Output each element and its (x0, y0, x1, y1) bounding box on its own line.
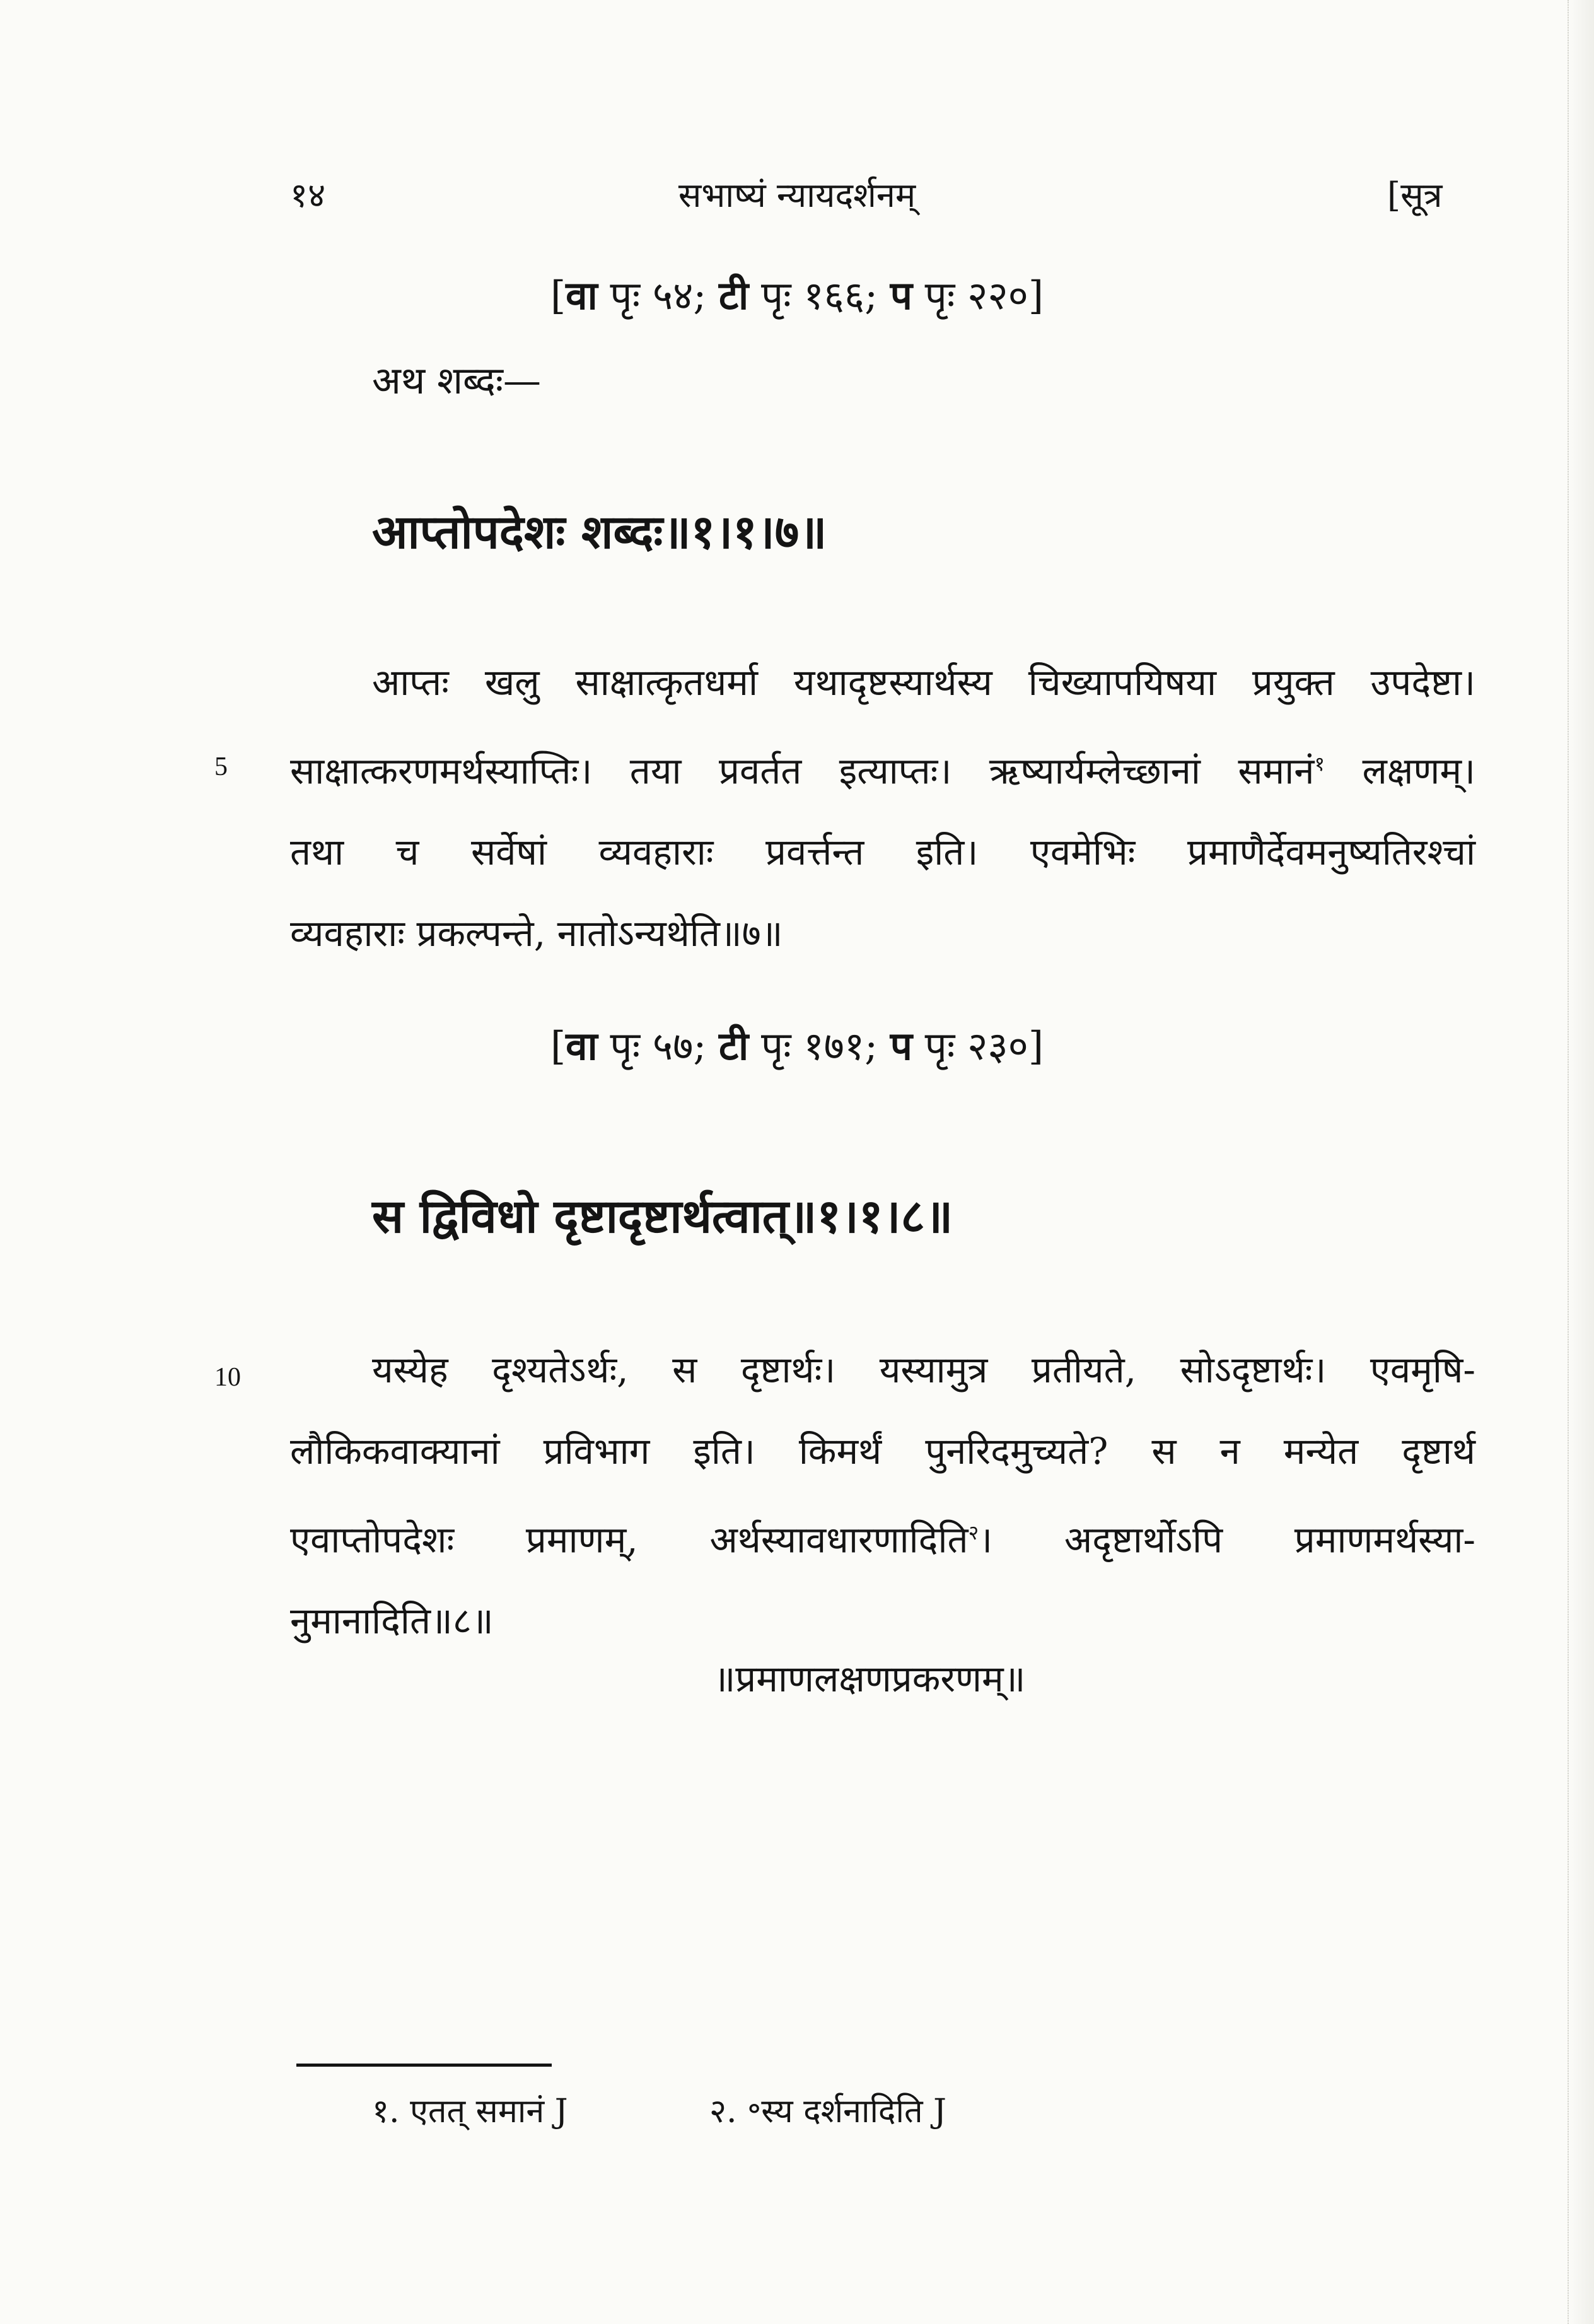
intro-text: अथ शब्दः— (372, 359, 542, 403)
running-title: सभाष्यं न्यायदर्शनम् (678, 175, 916, 215)
page-edge (1568, 0, 1594, 2324)
ref-value-ti: पृः १७१; (748, 1023, 890, 1069)
bracket-open: [ (550, 272, 566, 318)
paragraph-1-line-2-text: साक्षात्करणमर्थस्याप्तिः। तया प्रवर्तत इत्याप्तः। ऋष्यार्यम्लेच्छानां समानं (290, 749, 1315, 793)
footnote-1: १. एतत् समानं J (372, 2093, 568, 2130)
sutra-heading-2: स द्विविधो दृष्टादृष्टार्थत्वात्॥१।१।८॥ (372, 1189, 953, 1244)
paragraph-1-line-2 (290, 723, 1475, 812)
ref-label-ti: टी (718, 272, 749, 318)
ref-label-pa: प (890, 272, 912, 318)
paragraph-2-line-3-text: एवाप्तोपदेशः प्रमाणम्, अर्थस्यावधारणादिति (290, 1518, 969, 1562)
ref-label-va: वा (566, 272, 598, 318)
ref-value-pa: पृः २२०] (912, 272, 1044, 318)
footnote-2: २. ॰स्य दर्शनादिति J (709, 2093, 947, 2130)
sutra-heading-1: आप्तोपदेशः शब्दः॥१।१।७॥ (372, 505, 827, 559)
bracket-open: [ (550, 1023, 566, 1069)
ref-value-pa: पृः २३०] (912, 1023, 1044, 1069)
ref-value-va: पृः ५४; (597, 272, 719, 318)
ref-label-ti: टी (718, 1023, 749, 1069)
paragraph-2-line-3 (290, 1492, 1475, 1580)
commentary-paragraph-2 (290, 1329, 1475, 1662)
paragraph-2-line-3-tail: । अदृष्टार्थोऽपि प्रमाणमर्थस्या- (979, 1518, 1475, 1562)
section-label: [सूत्र (1387, 175, 1443, 215)
reference-line-2 (0, 1019, 1594, 1071)
paragraph-1-line-2-tail: लक्षणम्। (1325, 749, 1475, 793)
reference-line-1 (0, 268, 1594, 321)
paragraph-1-line-3: तथा च सर्वेषां व्यवहाराः प्रवर्त्तन्त इति। एवमेभिः प्रमाणैर्देवमनुष्यतिरश्चां (290, 831, 1475, 874)
paragraph-2-line-4: नुमानादिति॥८॥ (290, 1599, 494, 1643)
ref-value-ti: पृः १६६; (748, 272, 890, 318)
paragraph-1-line-4: व्यवहाराः प्रकल्पन्ते, नातोऽन्यथेति॥७॥ (290, 912, 783, 955)
page-number: १४ (290, 175, 326, 215)
paragraph-1-line-1: आप्तः खलु साक्षात्कृतधर्मा यथादृष्टस्यार्थस्य चिख्यापयिषया प्रयुक्त उपदेष्टा। (372, 661, 1475, 704)
footnote-mark-2: २ (968, 1521, 979, 1544)
footnote-rule (296, 2064, 552, 2067)
line-number-10: 10 (214, 1363, 241, 1392)
line-number-5: 5 (214, 752, 228, 781)
paragraph-2-line-2: लौकिकवाक्यानां प्रविभाग इति। किमर्थं पुनरिदमुच्यते? स न मन्येत दृष्टार्थ (290, 1430, 1475, 1473)
paragraph-2-line-1: यस्येह दृश्यतेऽर्थः, स दृष्टार्थः। यस्यामुत्र प्रतीयते, सोऽदृष्टार्थः। एवमृषि- (372, 1348, 1475, 1391)
commentary-paragraph-1 (290, 642, 1475, 974)
ref-label-va: वा (566, 1023, 598, 1069)
section-closing: ॥प्रमाणलक्षणप्रकरणम्॥ (713, 1657, 1026, 1700)
footnote-mark-1: १ (1314, 752, 1325, 776)
ref-label-pa: प (890, 1023, 912, 1069)
ref-value-va: पृः ५७; (597, 1023, 719, 1069)
